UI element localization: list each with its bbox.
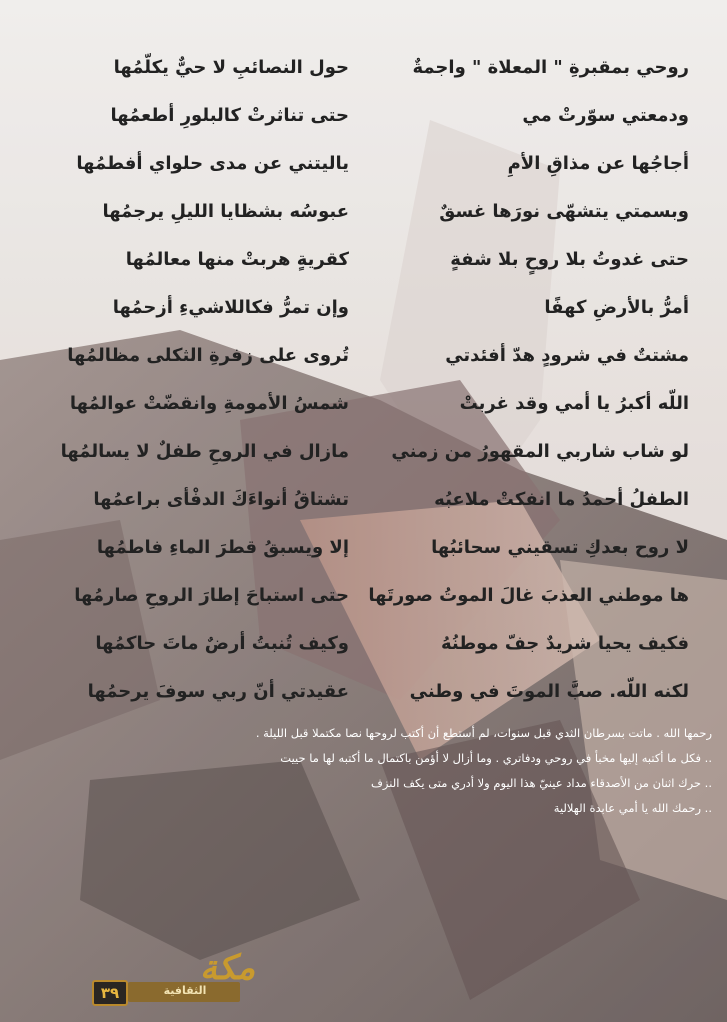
verse: [0, 432, 727, 472]
verse-first-hemistich: اللّه أكبرُ يا أمي وقد غربتْ: [459, 393, 689, 414]
verse-first-hemistich: ها موطني العذبَ غالَ الموتُ صورتَها: [368, 585, 689, 606]
verse-first-hemistich: لا روح بعدكِ تسقيني سحائبُها: [431, 537, 689, 558]
verse: [0, 240, 727, 280]
verse-second-hemistich: إلا ويسبقُ قطرَ الماءِ فاطمُها: [96, 537, 349, 558]
dedication-note-line: .. فكل ما أكتبه إليها مخبأ في روحي ودفاتري . وما أزال لا أؤمن باكتمال ما أكتبه لها ما حييت: [280, 751, 712, 765]
verse: [0, 48, 727, 88]
verse: [0, 384, 727, 424]
verse-second-hemistich: حتى استباحَ إطارَ الروحِ صارمُها: [74, 585, 349, 606]
verse-second-hemistich: تُروى على زفرةِ الثكلى مظالمُها: [67, 345, 349, 366]
verse-first-hemistich: مشتتٌ في شرودٍ هدّ أفئدتي: [445, 345, 689, 366]
verse-second-hemistich: تشتاقُ أنواءَكَ الدفْأى براعمُها: [93, 489, 349, 510]
dedication-note-line: رحمها الله . ماتت بسرطان الثدي قبل سنوات، لم أستطع أن أكتب لروحها نصا مكتملا قبل الليلة .: [255, 726, 712, 740]
verse-second-hemistich: حتى تناثرتْ كالبلورِ أطعمُها: [110, 105, 349, 126]
verse-second-hemistich: مازال في الروحِ طفلٌ لا يسالمُها: [60, 441, 349, 462]
dedication-note-line: .. رحمك الله يا أمي عابدة الهلالية: [553, 801, 712, 815]
verse-first-hemistich: فكيف يحيا شريدٌ جفّ موطنُهُ: [440, 633, 689, 654]
verse: [0, 480, 727, 520]
verse: [0, 528, 727, 568]
verse-second-hemistich: شمسُ الأمومةِ وانقضّتْ عوالمُها: [69, 393, 349, 414]
verse: [0, 576, 727, 616]
verse-first-hemistich: لو شاب شاربي المقهورُ من زمني: [391, 441, 689, 462]
verse: [0, 336, 727, 376]
verse-second-hemistich: حول النصائبِ لا حيٌّ يكلّمُها: [113, 57, 349, 78]
verse: [0, 144, 727, 184]
verse-first-hemistich: أمرُّ بالأرضِ كهفًا: [544, 297, 689, 318]
verse-second-hemistich: وكيف تُنبتُ أرضٌ ماتَ حاكمُها: [95, 633, 349, 654]
verse: [0, 96, 727, 136]
magazine-logo-subtitle: الثقافية: [163, 984, 207, 997]
verse-first-hemistich: لكنه اللّه. صبَّ الموتَ في وطني: [409, 681, 689, 702]
verse-second-hemistich: عقيدتي أنّ ربي سوفَ يرحمُها: [87, 681, 349, 702]
verse-first-hemistich: ودمعتي سوّرتْ مي: [522, 105, 689, 126]
verse: [0, 624, 727, 664]
verse-second-hemistich: ياليتني عن مدى حلواي أفطمُها: [76, 153, 349, 174]
verse-second-hemistich: كقريةٍ هربتْ منها معالمُها: [125, 249, 349, 270]
page-number: ٣٩: [92, 980, 128, 1006]
verse-first-hemistich: روحي بمقبرةِ " المعلاة " واجمةٌ: [412, 57, 689, 78]
verse: [0, 288, 727, 328]
verse-first-hemistich: وبسمتي يتشهّى نورَها غسقٌ: [439, 201, 689, 222]
verse-first-hemistich: الطفلُ أحمدُ ما انفكتْ ملاعبُه: [434, 489, 689, 510]
verse-first-hemistich: حتى غدوتُ بلا روحٍ بلا شفةٍ: [450, 249, 689, 270]
dedication-note-line: .. حرك اثنان من الأصدقاء مداد عينيّ هذا اليوم ولا أدري متى يكف النزف: [371, 776, 712, 790]
verse: [0, 672, 727, 712]
verse: [0, 192, 727, 232]
verse-second-hemistich: عبوسُه بشظايا الليلِ يرجمُها: [102, 201, 349, 222]
verse-first-hemistich: أجاجُها عن مذاقِ الأمِ: [507, 153, 689, 174]
magazine-logo: مكة: [200, 948, 256, 988]
verse-second-hemistich: وإن تمرُّ فكاللاشيءِ أزحمُها: [112, 297, 349, 318]
